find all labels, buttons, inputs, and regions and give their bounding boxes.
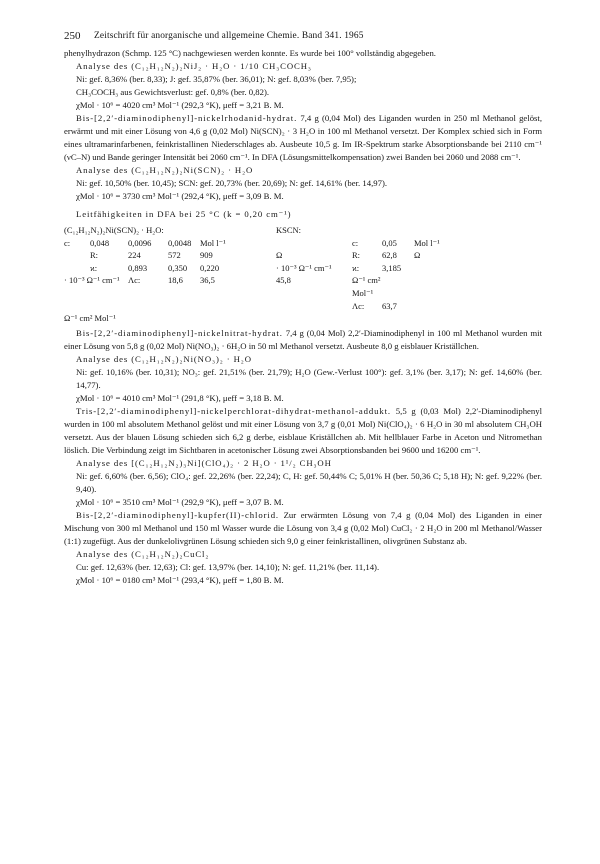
compound-procedure: 7,4 g (0,04 Mol) des Liganden wurden in 250 ml Methanol gelöst, erwärmt und mit einer Lösung von 4,6 g (0,02 Mol) Ni(SCN)₂ · 3 H₂O in 100 ml Methanol versetzt. Der Komplex schied sich in Form eines ultramarinfarbenen, feinkristallinen Niederschlages ab. Ausbeute 10,5 g. Im IR-Spektrum starke Absorptionsbande bei 2110 cm⁻¹ (νC–N) und Bande geringer Intensität bei 2060 cm⁻¹. In DFA (Lösungsmittelkompensation) zwei Banden bei 2060 und 2088 cm⁻¹. xyxy=(64,113,543,162)
conductivity-kscn-header: KSCN: xyxy=(276,225,302,235)
compound-procedure: 7,4 g (0,04 Mol) 2,2′-Diaminodiphenyl in 100 ml Methanol wurden mit einer Lösung von 5,8 g (0,02 Mol) Ni(NO₃)₂ · 6H₂O in 50 ml Methanol versetzt. Ausbeute 8,0 g eisblauer Kriställchen. xyxy=(64,327,543,351)
analysis-line: Ni: gef. 6,60% (ber. 6,56); ClO₄: gef. 22,26% (ber. 22,24); C, H: gef. 50,44% C; 5,01% H (ber. 50,36 C; 5,18 H); N: gef. 9,22% (ber. 9,40). xyxy=(76,470,542,494)
table-cell: 0,893 xyxy=(128,262,148,273)
compound-procedure: 5,5 g (0,03 Mol) 2,2′-Diaminodiphenyl wurden in 100 ml absolutem Methanol gelöst und mit einer Lösung von 3,7 g (0,01 Mol) Ni(ClO₄)₂ · 6 H₂O in 30 ml absolutem CH₃OH versetzt. Aus der blauen Lösung schieden sich 6,2 g derbe, eisblaue Kriställchen ab. Mit hellblauer Farbe in Aceton und Nitromethan löslich. Die Verbindung zeigt im Sichtbaren in acetonischer Lösung zwei Absorptionsbanden bei 9600 und 16200 cm⁻¹. xyxy=(64,405,543,455)
compound-name: Bis-[2,2′-diaminodiphenyl]-nickelrhodanid-hydrat. xyxy=(76,113,298,123)
analysis-title: Analyse des (C₁₂H₁₂N₂)₂CuCl₂ xyxy=(76,548,210,559)
body-text xyxy=(64,47,542,587)
table-cell: c: xyxy=(352,237,359,248)
analysis-title: Analyse des (C₁₂H₁₂N₂)₂NiJ₂ · H₂O · 1/10 CH₃COCH₃ xyxy=(76,61,312,71)
susceptibility-line: χMol · 10⁶ = 0180 cm³ Mol⁻¹ (293,4 °K), μeff = 1,80 B. M. xyxy=(76,574,284,585)
table-cell: Mol l⁻¹ xyxy=(414,237,440,248)
compound-procedure: Zur erwärmten Lösung von 7,4 g (0,04 Mol) des Liganden in einer Mischung von 300 ml Methanol und 150 ml Wasser wurde die Lösung von 3,4 g (0,02 Mol) CuCl₂ · 2 H₂O in 200 ml Methanol/Wasser (1:1) zugefügt. Aus der dunkelolivgrünen Lösung schieden sich 9,0 g einer feinkristallinen, olivgrünen Substanz ab. xyxy=(64,509,543,546)
paragraph-continuation: phenylhydrazon (Schmp. 125 °C) nachgewiesen werden konnte. Es wurde bei 100° vollständig abgegeben. xyxy=(64,48,436,58)
page xyxy=(64,30,542,587)
table-cell: 62,8 xyxy=(382,250,397,261)
table-cell: · 10⁻³ Ω⁻¹ cm⁻¹ xyxy=(276,262,332,273)
compound-paragraph xyxy=(64,405,542,457)
analysis-title: Analyse des (C₁₂H₁₂N₂)₂Ni(SCN)₂ · H₂O xyxy=(76,165,254,175)
analysis-line: Cu: gef. 12,63% (ber. 12,63); Cl: gef. 13,97% (ber. 14,10); N: gef. 11,21% (ber. 11,14). xyxy=(76,561,380,572)
table-cell: 0,048 xyxy=(90,237,110,248)
table-cell: · 10⁻³ Ω⁻¹ cm⁻¹ xyxy=(64,275,120,286)
susceptibility-line: χMol · 10⁶ = 3510 cm³ Mol⁻¹ (292,9 °K), μeff = 3,07 B. M. xyxy=(76,496,284,507)
analysis-line: Ni: gef. 10,50% (ber. 10,45); SCN: gef. 20,73% (ber. 20,69); N: gef. 14,61% (ber. 14,97). xyxy=(76,178,388,188)
conductivity-block xyxy=(64,208,542,325)
table-cell: 909 xyxy=(200,250,213,261)
table-cell: 63,7 xyxy=(382,300,397,311)
page-number: 250 xyxy=(64,30,81,42)
table-cell: R: xyxy=(352,250,361,261)
table-cell: Mol l⁻¹ xyxy=(200,237,226,248)
compound-paragraph xyxy=(64,327,542,353)
table-cell: 0,05 xyxy=(382,237,397,248)
running-header xyxy=(64,30,542,47)
compound-name: Bis-[2,2′-diaminodiphenyl]-nickelnitrat-hydrat. xyxy=(76,327,283,338)
table-cell: Ω xyxy=(414,250,421,261)
table-cell: R: xyxy=(90,250,99,261)
susceptibility-line: χMol · 10⁶ = 4020 cm³ Mol⁻¹ (292,3 °K), μeff = 3,21 B. M. xyxy=(76,100,284,110)
conductivity-title: Leitfähigkeiten in DFA bei 25 °C (k = 0,20 cm⁻¹) xyxy=(76,209,292,219)
table-cell: ϰ: xyxy=(352,262,360,273)
susceptibility-line: χMol · 10⁶ = 4010 cm³ Mol⁻¹ (291,8 °K), μeff = 3,18 B. M. xyxy=(76,392,284,403)
compound-paragraph xyxy=(64,112,542,164)
table-cell: 45,8 xyxy=(276,275,291,286)
table-cell: Λc: xyxy=(352,300,365,311)
conductivity-complex-header: (C₁₂H₁₂N₂)₂Ni(SCN)₂ · H₂O: xyxy=(64,225,164,235)
table-cell: 224 xyxy=(128,250,141,261)
table-cell: 0,350 xyxy=(168,262,188,273)
table-cell: 18,6 xyxy=(168,275,183,286)
analysis-title: Analyse des [(C₁₂H₁₂N₂)₃Ni](ClO₄)₂ · 2 H₂O · 1¹/₂ CH₃OH xyxy=(76,457,332,468)
journal-title: Zeitschrift für anorganische und allgemeine Chemie. Band 341. 1965 xyxy=(94,31,364,41)
analysis-line: Ni: gef. 10,16% (ber. 10,31); NO₃: gef. 21,51% (ber. 21,79); H₂O (Gew.-Verlust 100°): gef. 3,1% (ber. 3,17); N: gef. 14,60% (ber. 14,77). xyxy=(76,366,542,390)
analysis-line: Ni: gef. 8,36% (ber. 8,33); J: gef. 35,87% (ber. 36,01); N: gef. 8,03% (ber. 7,95); xyxy=(76,74,357,84)
table-cell: 0,0096 xyxy=(128,237,152,248)
analysis-line: CH₃COCH₃ aus Gewichtsverlust: gef. 0,8% (ber. 0,82). xyxy=(76,87,270,97)
susceptibility-line: χMol · 10⁶ = 3730 cm³ Mol⁻¹ (292,4 °K), μeff = 3,09 B. M. xyxy=(76,191,284,201)
table-cell: 0,0048 xyxy=(168,237,192,248)
compound-name: Tris-[2,2′-diaminodiphenyl]-nickelperchlorat-dihydrat-methanol-addukt. xyxy=(76,405,392,416)
analysis-title: Analyse des (C₁₂H₁₂N₂)₂Ni(NO₃)₂ · H₂O xyxy=(76,353,252,364)
table-cell: Ω⁻¹ cm² Mol⁻¹ xyxy=(352,275,381,298)
table-cell: 3,185 xyxy=(382,262,402,273)
table-cell: 36,5 xyxy=(200,275,215,286)
table-cell: c: xyxy=(64,237,71,248)
table-cell: 572 xyxy=(168,250,181,261)
table-cell: Λc: xyxy=(128,275,141,286)
table-cell: ϰ: xyxy=(90,262,98,273)
compound-paragraph xyxy=(64,509,542,548)
conductivity-table xyxy=(64,224,542,325)
table-cell: 0,220 xyxy=(200,262,220,273)
table-cell: Ω xyxy=(276,250,283,261)
table-cell: Ω⁻¹ cm² Mol⁻¹ xyxy=(64,313,116,324)
compound-name: Bis-[2,2′-diaminodiphenyl]-kupfer(II)-chlorid. xyxy=(76,509,280,520)
